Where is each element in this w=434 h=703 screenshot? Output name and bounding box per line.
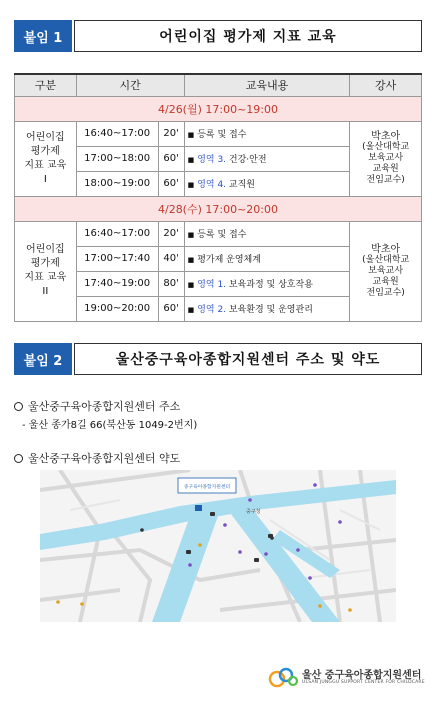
row-content: ■ 영역 4. 교직원 xyxy=(184,171,350,196)
row-duration: 20' xyxy=(158,221,184,246)
header-time: 시간 xyxy=(76,74,184,96)
circle-bullet-icon xyxy=(14,454,23,463)
row-time: 16:40~17:00 xyxy=(76,121,158,146)
row-content: ■ 등록 및 접수 xyxy=(184,121,350,146)
row-time: 16:40~17:00 xyxy=(76,221,158,246)
poi-dot-icon xyxy=(188,563,192,567)
section2-badge: 붙임 2 xyxy=(14,343,72,375)
row-duration: 40' xyxy=(158,246,184,271)
poi-dot-icon xyxy=(308,576,312,580)
poi-dot-icon xyxy=(223,523,227,527)
session2-speaker: 박초아 (울산대학교 보육교사 교육원 전임교수) xyxy=(350,221,422,321)
center-logo xyxy=(268,664,428,692)
poi-dot-icon xyxy=(348,608,352,612)
section2-header xyxy=(14,343,422,375)
poi-dot-icon xyxy=(318,604,322,608)
poi-dot-icon xyxy=(198,543,202,547)
location-map[interactable] xyxy=(40,470,396,622)
row-duration: 60' xyxy=(158,146,184,171)
section1-badge: 붙임 1 xyxy=(14,20,72,52)
row-time: 18:00~19:00 xyxy=(76,171,158,196)
row-duration: 20' xyxy=(158,121,184,146)
row-duration: 80' xyxy=(158,271,184,296)
session1-speaker: 박초아 (울산대학교 보육교사 교육원 전임교수) xyxy=(350,121,422,196)
logo-name: 울산 중구육아종합지원센터 xyxy=(302,670,422,681)
session2-date-row xyxy=(15,196,422,221)
session2-date: 4/28(수) 17:00~20:00 xyxy=(15,196,422,221)
section1-title: 어린이집 평가제 지표 교육 xyxy=(74,20,422,52)
poi-dot-icon xyxy=(56,600,60,604)
row-content: ■ 영역 3. 건강·안전 xyxy=(184,146,350,171)
session2-group: 어린이집 평가제 지표 교육 II xyxy=(15,221,77,321)
header-content: 교육내용 xyxy=(184,74,350,96)
logo-subtitle: ULSAN JUNGGU SUPPORT CENTER FOR CHILDCARE xyxy=(302,680,425,685)
section1-header xyxy=(14,20,422,52)
center-label: 중구육아종합지원센터 xyxy=(183,485,231,490)
section2-title: 울산중구육아종합지원센터 주소 및 약도 xyxy=(74,343,422,375)
schedule-table xyxy=(14,73,422,322)
circle-bullet-icon xyxy=(14,402,23,411)
poi-dot-icon xyxy=(248,498,252,502)
row-content: ■ 평가제 운영체계 xyxy=(184,246,350,271)
table-row xyxy=(15,121,422,146)
center-marker-icon[interactable] xyxy=(195,505,202,511)
poi-dot-icon xyxy=(313,483,317,487)
session1-date: 4/26(월) 17:00~19:00 xyxy=(15,96,422,121)
row-content: ■ 영역 1. 보육과정 및 상호작용 xyxy=(184,271,350,296)
address-line: - 울산 종가8길 66(북산동 1049-2번지) xyxy=(22,420,198,431)
poi-dot-icon xyxy=(238,550,242,554)
table-header-row xyxy=(15,74,422,96)
row-time: 19:00~20:00 xyxy=(76,296,158,321)
table-row xyxy=(15,221,422,246)
logo-mark-icon xyxy=(268,664,300,690)
row-duration: 60' xyxy=(158,296,184,321)
session1-date-row xyxy=(15,96,422,121)
session1-group: 어린이집 평가제 지표 교육 I xyxy=(15,121,77,196)
poi-dot-icon xyxy=(338,520,342,524)
row-content: ■ 영역 2. 보육환경 및 운영관리 xyxy=(184,296,350,321)
row-time: 17:00~18:00 xyxy=(76,146,158,171)
header-category: 구분 xyxy=(15,74,77,96)
row-duration: 60' xyxy=(158,171,184,196)
address-heading: 울산중구육아종합지원센터 주소 xyxy=(14,398,180,414)
poi-dot-icon xyxy=(80,602,84,606)
map-heading: 울산중구육아종합지원센터 약도 xyxy=(14,450,180,466)
place-label: 중구청 xyxy=(246,509,261,515)
row-content: ■ 등록 및 접수 xyxy=(184,221,350,246)
row-time: 17:00~17:40 xyxy=(76,246,158,271)
header-speaker: 강사 xyxy=(350,74,422,96)
poi-dot-icon xyxy=(264,552,268,556)
row-time: 17:40~19:00 xyxy=(76,271,158,296)
poi-dot-icon xyxy=(296,548,300,552)
poi-dot-icon xyxy=(140,528,144,532)
